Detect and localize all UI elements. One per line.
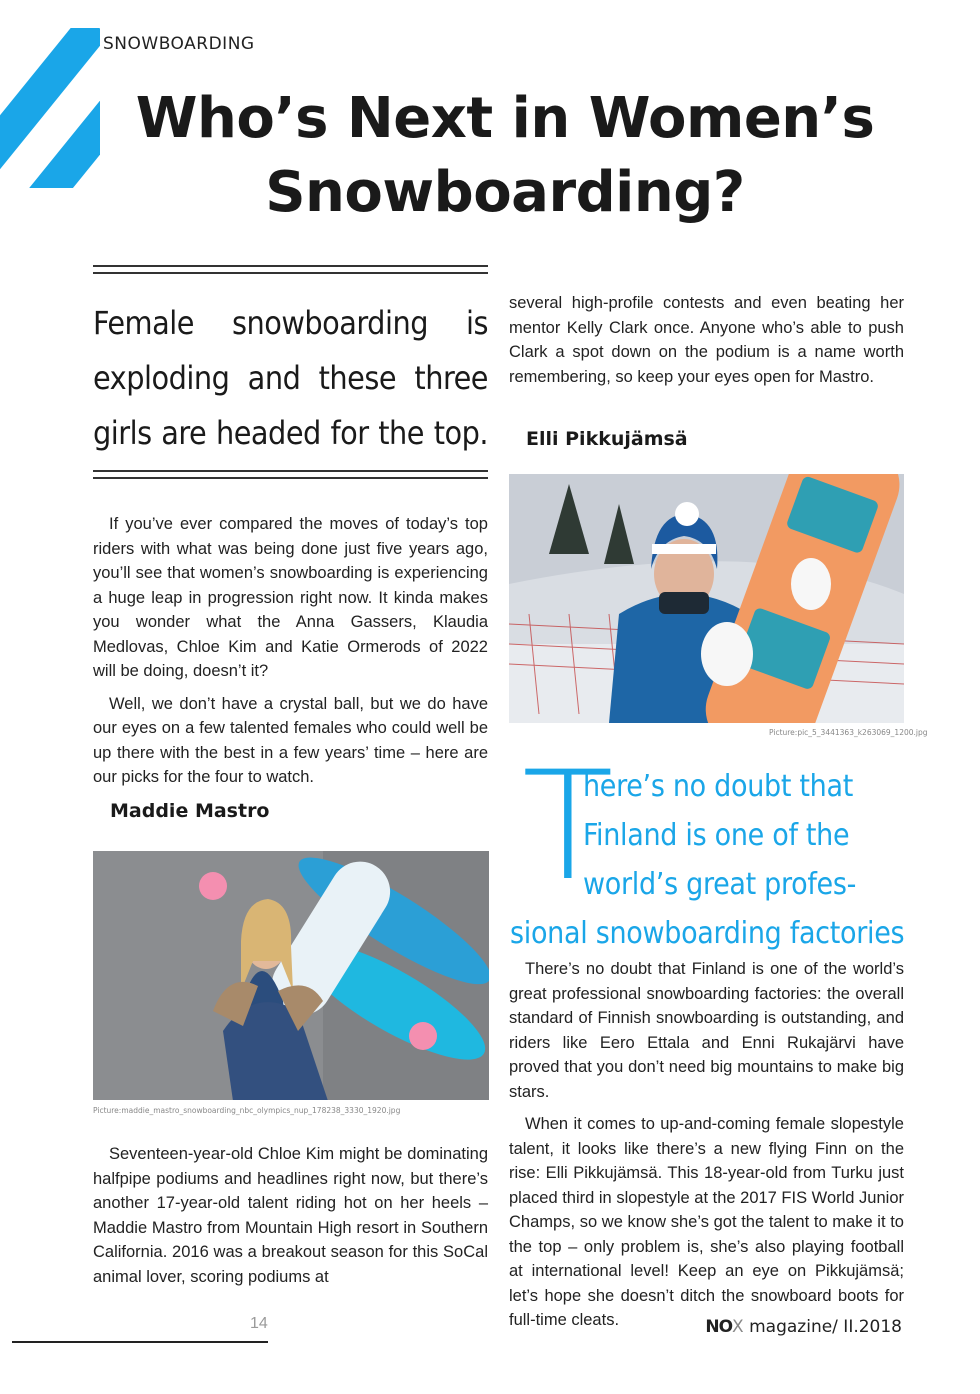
lead-text: Female snowboarding is exploding and these three girls are headed for the top. [93, 304, 488, 452]
footer-rule [12, 1341, 268, 1343]
issue-label: magazine/ II.2018 [743, 1317, 902, 1337]
pull-quote-line-2: Finland is one of the [583, 818, 850, 853]
lead-rule-bottom-1 [93, 470, 488, 472]
title-line-1: Who’s Next in Women’s [135, 86, 875, 151]
elli-photo [509, 474, 904, 723]
maddie-photo [93, 851, 489, 1100]
elli-heading: Elli Pikkujämsä [526, 428, 688, 450]
pull-quote-line-3: world’s great profes- [583, 867, 857, 902]
lead-rule-bottom-2 [93, 477, 488, 479]
maddie-paragraph-1-continued: several high-profile contests and even beating her mentor Kelly Clark once. Anyone who’s able to push Clark a spot down on the podium is a name worth remembering, so keep your eyes open for Mastro. [509, 294, 904, 386]
lead-rule-top-1 [93, 265, 488, 267]
brand-logo-no: NO [705, 1317, 733, 1337]
footer-magazine [705, 1317, 902, 1337]
section-label: SNOWBOARDING [103, 34, 255, 54]
page-title [120, 82, 890, 230]
maddie-photo-caption: Picture:maddie_mastro_snowboarding_nbc_olympics_nup_178238_3330_1920.jpg [93, 1106, 401, 1115]
maddie-paragraph-1: Seventeen-year-old Chloe Kim might be dominating halfpipe podiums and headlines right now, but there’s another 17-year-old talent riding hot on her heels – Maddie Mastro from Mountain High resort in Southern California. 2016 was a breakout season for this SoCal animal lover, scoring podiums at [93, 1145, 488, 1286]
elli-text [509, 957, 904, 1341]
elli-paragraph-1: There’s no doubt that Finland is one of the world’s great professional snowboarding factories: the overall standard of Finnish snowboarding is outstanding, and riders like Eero Ettala and Enni Rukajärvi have proved that you don’t need big mountains to make big stars. [509, 960, 904, 1101]
page-number: 14 [250, 1315, 268, 1332]
elli-paragraph-2: When it comes to up-and-coming female slopestyle talent, it looks like there’s a new flying Finn on the rise: Elli Pikkujämsä. This 18-year-old from Turku just placed third in slopestyle at the 2017 FIS World Junior Champs, so we know she’s got the talent to make it to the top – only problem is, she’s also playing football at international level! Keep an eye on Pikkujämsä; let’s hope she doesn’t ditch the snowboard boots for full-time cleats. [509, 1115, 904, 1329]
maddie-text [93, 1142, 488, 1297]
maddie-text-continued [509, 291, 904, 397]
title-line-2: Snowboarding? [265, 160, 745, 225]
lead-rule-top-2 [93, 272, 488, 274]
pull-quote-line-1: here’s no doubt that [583, 769, 853, 804]
pull-quote-line-4: sional snowboarding factories [510, 916, 905, 951]
decorative-stripes [0, 28, 100, 188]
pull-quote-dropcap: T [522, 740, 614, 914]
intro-text [93, 512, 488, 798]
elli-photo-caption: Picture:pic_5_3441363_k263069_1200.jpg [769, 728, 928, 737]
intro-paragraph-2: Well, we don’t have a crystal ball, but we do have our eyes on a few talented females who could well be up there with the best in a few years’ time – here are our picks for the four to watch. [93, 694, 488, 786]
brand-logo-x: X [732, 1317, 744, 1337]
maddie-heading: Maddie Mastro [110, 800, 270, 822]
intro-paragraph-1: If you’ve ever compared the moves of today’s top riders with what was being done just five years ago, you’ll see that women’s snowboarding is experiencing a huge leap in progression right now. It kinda makes you wonder what the Anna Gassers, Klaudia Medlovas, Chloe Kim and Katie Ormerods of 2022 will be doing, doesn’t it? [93, 515, 488, 680]
